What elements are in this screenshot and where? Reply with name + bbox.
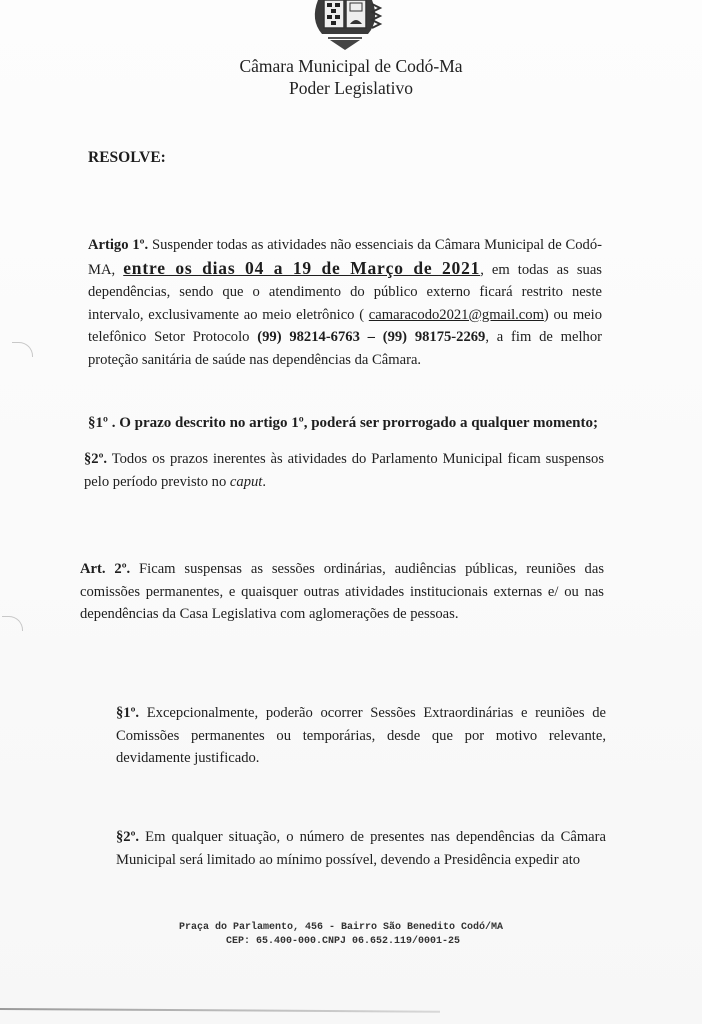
paragraph-label: §2º. [84, 451, 108, 467]
article-2 [80, 558, 604, 626]
article-1-date-range: entre os dias 04 a 19 de Março de 2021 [123, 257, 481, 278]
page-edge-shadow [0, 1008, 440, 1013]
article-1 [88, 234, 602, 371]
chamber-subtitle: Poder Legislativo [289, 78, 413, 98]
article-2-text: Ficam suspensas as sessões ordinárias, audiências públicas, reuniões das comissões permanentes, e quaisquer outras atividades institucionais externas e/ ou nas dependências da Casa Legislativa com aglomerações de pessoas. [80, 561, 604, 622]
article-1-text-c: ) ou meio telefônico Setor Protocolo [88, 306, 603, 345]
paragraph-text: Todos os prazos inerentes às atividades do Parlamento Municipal ficam suspensos pelo período previsto no [84, 451, 604, 490]
article-2-paragraph-1 [116, 702, 606, 770]
paragraph-end: . [262, 473, 267, 490]
footer-address: Praça do Parlamento, 456 - Bairro São Benedito Codó/MA [178, 922, 504, 933]
phone-numbers: (99) 98214-6763 – (99) 98175-2269 [257, 329, 486, 345]
paragraph-label: §2º. [116, 829, 140, 845]
article-1-text-d: , a fim de melhor proteção sanitária de saúde nas dependências da Câmara. [88, 329, 602, 368]
paragraph-italic: caput [229, 473, 263, 490]
footer-cep-cnpj: CEP: 65.400-000.CNPJ 06.652.119/0001-25 [225, 936, 461, 947]
paragraph-label: §1º. [116, 705, 140, 721]
article-1-paragraph-2 [84, 448, 604, 493]
punch-hole-mark [2, 616, 23, 631]
email-link[interactable]: camaracodo2021@gmail.com [368, 306, 544, 323]
municipal-coat-of-arms-icon [300, 0, 390, 52]
chamber-name: Câmara Municipal de Codó-Ma [239, 56, 463, 76]
article-1-text-a: Suspender todas as atividades não essenciais da Câmara Municipal de Codó-MA, [88, 237, 602, 278]
article-2-label: Art. 2º. [80, 561, 131, 577]
paragraph-text: Excepcionalmente, poderão ocorrer Sessões Extraordinárias e reuniões de Comissões permanentes ou temporárias, desde que por motivo relevante, devidamente justificado. [116, 705, 606, 766]
article-1-label: Artigo 1º. [88, 237, 149, 253]
article-1-text-b: , em todas as suas dependências, sendo que o atendimento do público externo ficará restrito neste intervalo, exclusivamente ao meio eletrônico ( [88, 261, 602, 323]
paragraph-text: Em qualquer situação, o número de presentes nas dependências da Câmara Municipal será limitado ao mínimo possível, devendo a Presidência expedir ato [116, 829, 606, 868]
article-1-paragraph-1: §1º . O prazo descrito no artigo 1º, poderá ser prorrogado a qualquer momento; [88, 415, 599, 431]
punch-hole-mark [12, 342, 33, 357]
resolve-heading: RESOLVE: [88, 149, 166, 166]
article-2-paragraph-2 [116, 826, 606, 871]
